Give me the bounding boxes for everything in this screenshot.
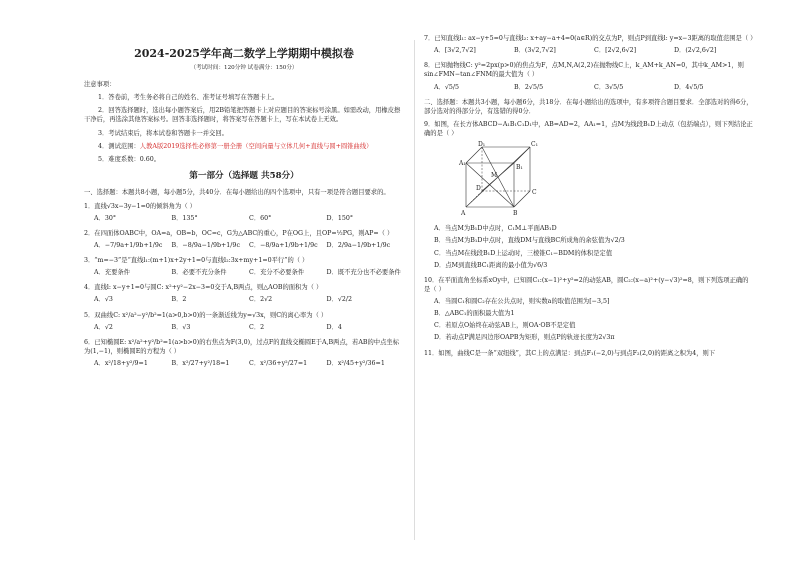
option-c: C．60° [249,214,272,222]
note-4 [84,142,404,151]
exam-title: 2024-2025学年高二数学上学期期中模拟卷 [134,47,354,60]
question-10-stem: 10．在平面直角坐标系xOy中，已知圆C₁:(x−1)²+y²=2的动弦AB，圆C₂:(x−a)²+(y−√3)²=8，则下列选项正确的是（ ） [424,276,749,293]
label-a1: A₁ [459,160,466,168]
part-one-title: 第一部分（选择题 共58分） [189,170,299,181]
question-2-stem: 2．在四面体OABC中，OA=a，OB=b，OC=c，G为△ABC的重心，P在OG上，且OP=½PG，则AP=（ ） [84,229,394,237]
question-10-option-b: B．△ABC₁的面积最大值为1 [434,310,515,318]
question-3-options [84,268,404,277]
question-3-stem: 3．“m=−3”是“直线l₁:(m+1)x+2y+1=0与直线l₂:3x+my+1=0平行”的（ ） [84,257,309,264]
option-d: D．2/9a−1/9b+1/9c [326,241,391,249]
question-9-stem: 9．如图，在长方体ABCD−A₁B₁C₁D₁中，AB=AD=2，AA₁=1，点M为线段B₁D上动点（包括端点），则下列结论正确的是（ ） [424,120,753,137]
right-column [424,34,757,361]
notice-heading: 注意事项： [84,81,116,89]
question-8-options [424,83,754,92]
question-10-option-c: C．若原点O始终在动弦AB上，则OA·OB不是定值 [434,322,576,330]
note-4-scope: 人教A版2019选择性必修第一册全册（空间向量与立体几何+直线与圆+圆锥曲线） [139,142,373,150]
cuboid-figure [458,141,754,220]
note-2: 2．回答选择题时，选出每小题答案后，用2B铅笔把答题卡上对应题目的答案标号涂黑。如需改动，用橡皮擦干净后，再选涂其他答案标号。回答非选择题时，将答案写在答题卡上，写在本试卷上无效。 [84,107,401,124]
question-7-stem: 7．已知直线l₁: ax−y+5=0与直线l₂: x+ay−a+4=0(a∈R)的交点为P，则点P到直线l: y=x−3距离的取值范围是（ ） [424,35,757,42]
option-c: C．[2√2,6√2] [594,47,637,55]
label-c: C [532,189,537,197]
section-1-description: 一、选择题：本题共8小题，每小题5分，共40分．在每小题给出的四个选项中，只有一项是符合题目要求的。 [84,189,390,197]
option-d: D．4√5/5 [674,83,704,91]
note-5: 5．难度系数：0.60。 [98,155,161,163]
note-4-prefix: 4．测试范围： [98,142,140,150]
left-column [84,34,404,374]
option-d: D．4 [326,323,342,331]
label-m: M [491,172,498,180]
question-7-options [424,46,754,55]
option-a: A．√2 [94,323,113,331]
option-c: C．2√2 [249,296,273,304]
option-b: B．−8/9a−1/9b+1/9c [171,241,240,249]
question-10-option-d: D．若动点P满足四边形OAPB为矩形，则点P的轨迹长度为2√3π [434,334,615,342]
question-4-stem: 4．直线l: x−y+1=0与圆C: x²+y²−2x−3=0交于A,B两点，则△AOB的面积为（ ） [84,284,323,292]
question-6-options [84,359,404,368]
cuboid-diagram [458,141,544,217]
option-d: D．(2√2,6√2] [674,47,717,55]
question-9-option-c: C．当点M在线段B₁D上运动时，三棱锥C₁−BDM的体积是定值 [434,249,613,257]
question-9-option-a: A．当点M为B₁D中点时，C₁M⊥平面AB₁D [434,225,557,233]
question-6-stem: 6．已知椭圆E: x²/a²+y²/b²=1(a>b>0)的右焦点为F(3,0)，过点F的直线交椭圆E于A,B两点，若AB的中点坐标为(1,−1)，则椭圆E的方程为（ ） [84,338,399,355]
label-c1: C₁ [531,141,538,149]
question-5-stem: 5．双曲线C: x²/a²−y²/b²=1(a>0,b>0)的一条渐近线为y=√3x，则C的离心率为（ ） [84,311,328,319]
exam-subtitle: （考试时间：120分钟 试卷满分：150分） [190,64,298,71]
label-b: B [513,210,518,218]
label-d: D [476,185,481,193]
question-9-option-b: B．当点M为B₁D中点时，直线DM与直线BC所成角的余弦值为√2/3 [434,237,625,245]
label-d1: D₁ [478,141,486,149]
option-a: A．[3√2,7√2] [434,47,476,55]
note-3: 3．考试结束后，将本试卷和答题卡一并交回。 [98,129,228,137]
option-b: B．2√5/5 [514,83,544,91]
section-2-description: 二、选择题：本题共3小题，每小题6分，共18分．在每小题给出的选项中，有多项符合题目要求．全部选对的得6分，部分选对的得部分分，有选错的得0分． [424,98,753,115]
option-a: A．√3 [94,296,113,304]
option-b: B．必要不充分条件 [171,269,227,277]
note-1: 1．答卷前，考生务必将自己的姓名、准考证号填写在答题卡上。 [98,94,279,102]
option-a: A．−7/9a+1/9b+1/9c [94,241,163,249]
question-2-options [84,241,404,250]
question-1-options [84,214,404,223]
option-c: C．充分不必要条件 [249,269,305,277]
question-8-stem: 8．已知抛物线C: y²=2px(p>0)的焦点为F，点M,N,A(2,2)在抛物线C上，k_AM+k_AN=0，其中k_AM>1，则sin∠FMN−tan∠FNM的最大值为（ ） [424,62,744,79]
option-c: C．x²/36+y²/27=1 [249,360,308,367]
option-b: B．√3 [171,323,191,331]
option-c: C．2 [249,323,265,331]
question-1-stem: 1．直线√3x−3y−1=0的倾斜角为（ ） [84,202,196,210]
option-a: A．充要条件 [94,269,131,277]
option-c: C．3√5/5 [594,83,624,91]
option-b: B．(3√2,7√2] [514,47,556,55]
option-b: B．x²/27+y²/18=1 [171,360,230,367]
option-b: B．2 [171,296,187,304]
option-d: D．x²/45+y²/36=1 [326,360,385,367]
label-a: A [461,210,466,218]
option-b: B．135° [171,214,198,222]
question-11-stem: 11．如图，曲线C是一条“双纽线”，其C上的点满足：到点F₁(−2,0)与到点F₂(2,0)的距离之积为4，则下 [424,349,716,357]
option-a: A．√5/5 [434,83,459,91]
question-9-option-d: D．点M到直线BC₁距离的最小值为√6/3 [434,261,548,269]
option-c: C．−8/9a+1/9b+1/9c [249,241,318,249]
question-10-option-a: A．当圆C₁和圆C₂存在公共点时，则实数a的取值范围为[−3,5] [434,298,610,305]
option-a: A．x²/18+y²/9=1 [94,360,148,367]
option-d: D．150° [326,214,354,222]
question-4-options [84,295,404,304]
label-b1: B₁ [516,164,523,172]
option-d: D．既不充分也不必要条件 [326,269,401,277]
option-d: D．√2/2 [326,296,352,304]
column-divider [414,40,415,540]
option-a: A．30° [94,214,117,222]
question-5-options [84,323,404,332]
